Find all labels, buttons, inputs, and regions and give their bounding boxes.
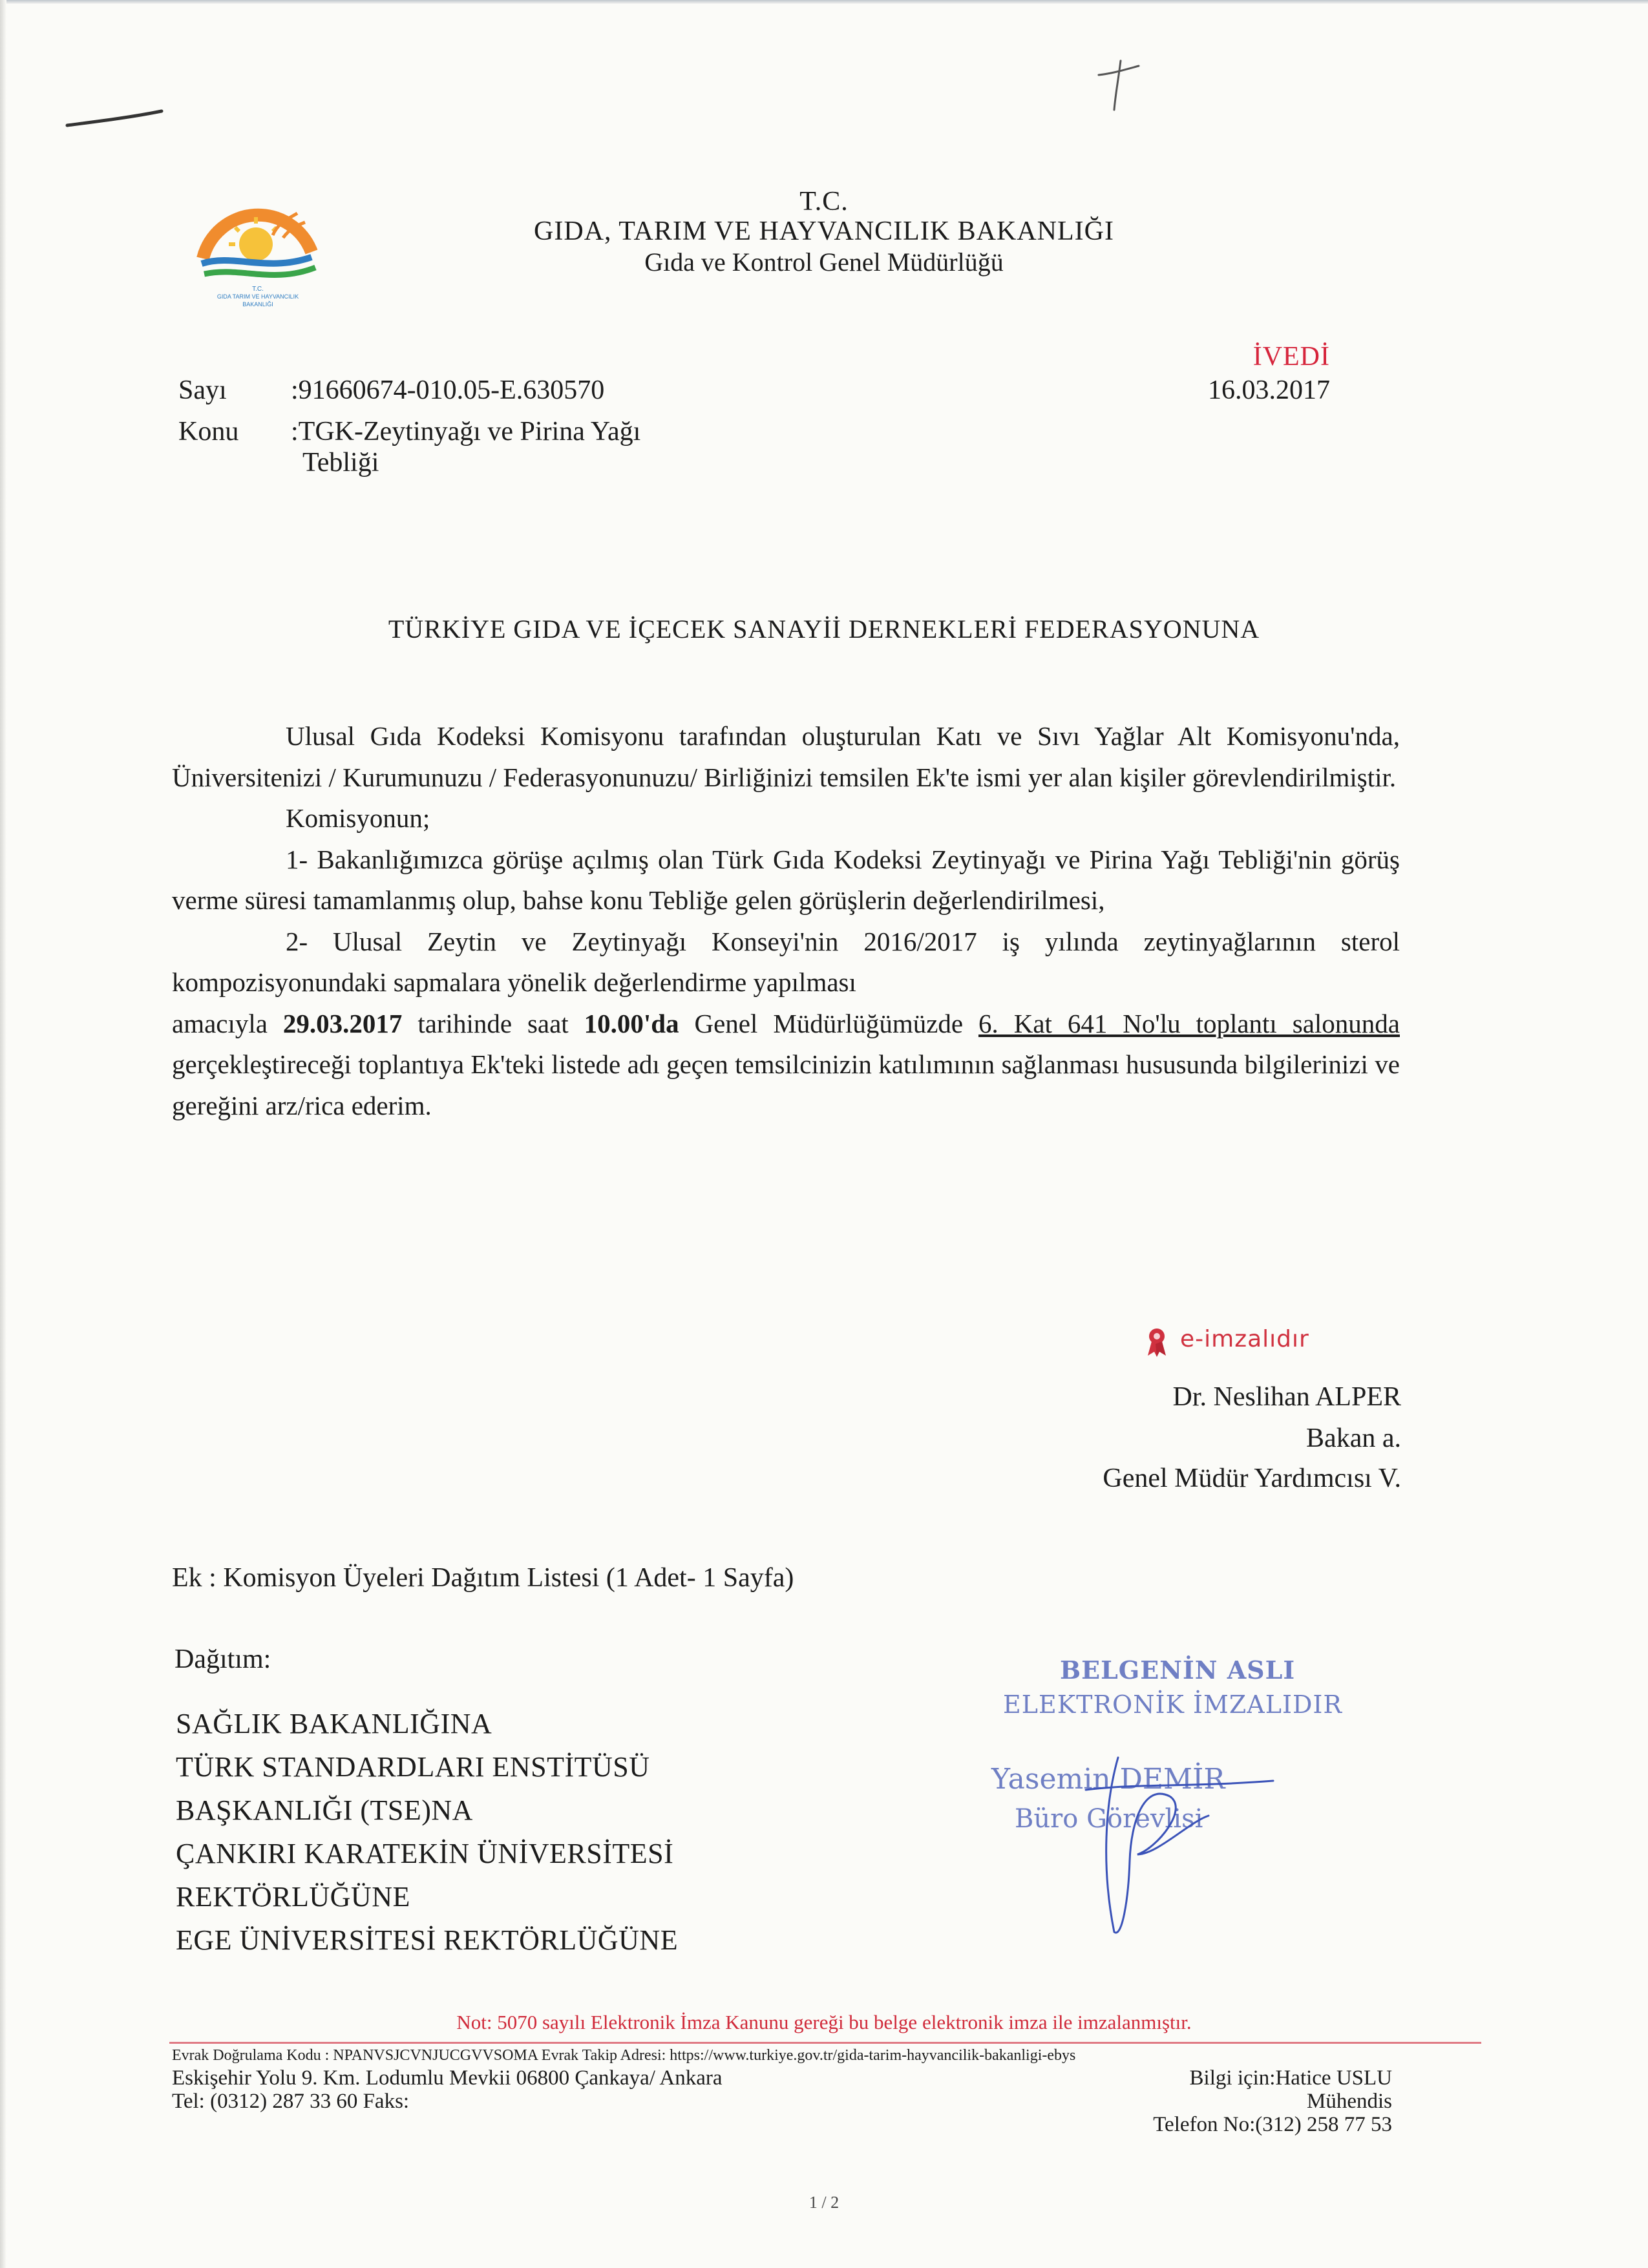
list-item: BAŞKANLIĞI (TSE)NA bbox=[176, 1794, 473, 1826]
handwritten-signature bbox=[1060, 1745, 1293, 1938]
header-ministry: GIDA, TARIM VE HAYVANCILIK BAKANLIĞI bbox=[534, 216, 1114, 246]
phone-line: Tel: (0312) 287 33 60 Faks: bbox=[172, 2090, 410, 2113]
svg-text:GIDA TARIM VE HAYVANCILIK: GIDA TARIM VE HAYVANCILIK bbox=[217, 293, 299, 300]
list-item: SAĞLIK BAKANLIĞINA bbox=[176, 1708, 492, 1739]
e-signature-label: e-imzalıdır bbox=[1180, 1326, 1309, 1352]
list-item: TÜRK STANDARDLARI ENSTİTÜSÜ bbox=[176, 1751, 650, 1783]
konu-value: :TGK-Zeytinyağı ve Pirina Yağı bbox=[291, 417, 641, 446]
signer-title-1: Bakan a. bbox=[1306, 1423, 1401, 1453]
letter-body bbox=[172, 716, 1400, 1126]
meeting-place: 6. Kat 641 No'lu toplantı salonunda bbox=[978, 1008, 1400, 1038]
stamp-line-2: ELEKTRONİK İMZALIDIR bbox=[1003, 1690, 1343, 1719]
list-item: REKTÖRLÜĞÜNE bbox=[176, 1881, 410, 1913]
signer-title-2: Genel Müdür Yardımcısı V. bbox=[1103, 1464, 1401, 1493]
svg-text:BAKANLIĞI: BAKANLIĞI bbox=[242, 301, 273, 308]
svg-text:T.C.: T.C. bbox=[252, 286, 264, 293]
meeting-time: 10.00'da bbox=[584, 1008, 679, 1038]
scan-top-edge bbox=[0, 0, 1648, 4]
header-directorate: Gıda ve Kontrol Genel Müdürlüğü bbox=[644, 247, 1004, 277]
address-line: Eskişehir Yolu 9. Km. Lodumlu Mevkii 06800 Çankaya/ Ankara bbox=[172, 2066, 723, 2090]
body-text-segment: Genel Müdürlüğümüzde bbox=[679, 1008, 979, 1038]
list-item: ÇANKIRI KARATEKİN ÜNİVERSİTESİ bbox=[176, 1838, 674, 1869]
info-phone: Telefon No:(312) 258 77 53 bbox=[1153, 2113, 1392, 2136]
stamp-role: Büro Görevlisi bbox=[1015, 1804, 1203, 1834]
verification-code: Evrak Doğrulama Kodu : NPANVSJCVNJUCGVVSOMA Evrak Takip Adresi: https://www.turkiye.gov.tr/gida-tarim-hayvancilik-bakanligi-ebys bbox=[172, 2047, 1076, 2064]
meeting-date: 29.03.2017 bbox=[282, 1008, 403, 1038]
page-number: 1 / 2 bbox=[808, 2193, 840, 2212]
addressee: TÜRKİYE GIDA VE İÇECEK SANAYİİ DERNEKLERİ FEDERASYONUNA bbox=[388, 614, 1260, 644]
ribbon-award-icon bbox=[1144, 1326, 1170, 1360]
konu-value-cont: Tebliği bbox=[302, 448, 379, 478]
handwritten-check-mark bbox=[1092, 56, 1144, 114]
body-paragraph-4: 2- Ulusal Zeytin ve Zeytinyağı Konseyi'nin 2016/2017 iş yılında zeytinyağlarının sterol kompozisyonundaki sapmalara yönelik değerlendirme yapılması bbox=[172, 926, 1400, 997]
body-text-segment: amacıyla bbox=[172, 1008, 283, 1038]
scan-left-edge bbox=[0, 0, 6, 2268]
distribution-title: Dağıtım: bbox=[174, 1644, 271, 1674]
footer-divider bbox=[169, 2042, 1481, 2044]
stamp-line-1: BELGENİN ASLI bbox=[1060, 1655, 1296, 1685]
body-paragraph-3: 1- Bakanlığımızca görüşe açılmış olan Türk Gıda Kodeksi Zeytinyağı ve Pirina Yağı Tebliği'nin görüş verme süresi tamamlanmış olup, bahse konu Tebliğe gelen görüşlerin değerlendirilmesi, bbox=[172, 844, 1400, 915]
body-text-segment: gerçekleştireceği toplantıya Ek'teki listede adı geçen temsilcinizin katılımının sağlanması hususunda bilgilerinizi ve gereğini arz/rica ederim. bbox=[172, 1049, 1400, 1120]
konu-label: Konu bbox=[178, 417, 239, 446]
body-text-segment: tarihinde saat bbox=[402, 1008, 584, 1038]
signer-name: Dr. Neslihan ALPER bbox=[1172, 1382, 1401, 1412]
attachment-line: Ek : Komisyon Üyeleri Dağıtım Listesi (1 Adet- 1 Sayfa) bbox=[172, 1563, 794, 1593]
legal-note: Not: 5070 sayılı Elektronik İmza Kanunu gereği bu belge elektronik imza ile imzalanmıştır. bbox=[456, 2011, 1192, 2033]
info-role: Mühendis bbox=[1307, 2090, 1392, 2113]
body-paragraph-2: Komisyonun; bbox=[286, 803, 430, 833]
list-item: EGE ÜNİVERSİTESİ REKTÖRLÜĞÜNE bbox=[176, 1924, 679, 1956]
urgency-label: İVEDİ bbox=[1252, 342, 1330, 372]
sayi-value: :91660674-010.05-E.630570 bbox=[291, 375, 605, 405]
stamp-name: Yasemin DEMİR bbox=[991, 1763, 1225, 1796]
body-paragraph-5 bbox=[172, 1003, 1400, 1127]
document-date: 16.03.2017 bbox=[1208, 375, 1330, 405]
header-tc: T.C. bbox=[799, 187, 849, 216]
pen-stroke-mark bbox=[65, 103, 168, 136]
distribution-list bbox=[176, 1702, 678, 1962]
info-contact: Bilgi için:Hatice USLU bbox=[1189, 2066, 1392, 2090]
sayi-label: Sayı bbox=[178, 375, 227, 405]
body-paragraph-1: Ulusal Gıda Kodeksi Komisyonu tarafından oluşturulan Katı ve Sıvı Yağlar Alt Komisyonu'nda, Üniversitenizi / Kurumunuzu / Federasyonunuzu/ Birliğinizi temsilen Ek'te ismi yer alan kişiler görevlendirilmiştir. bbox=[172, 721, 1400, 792]
